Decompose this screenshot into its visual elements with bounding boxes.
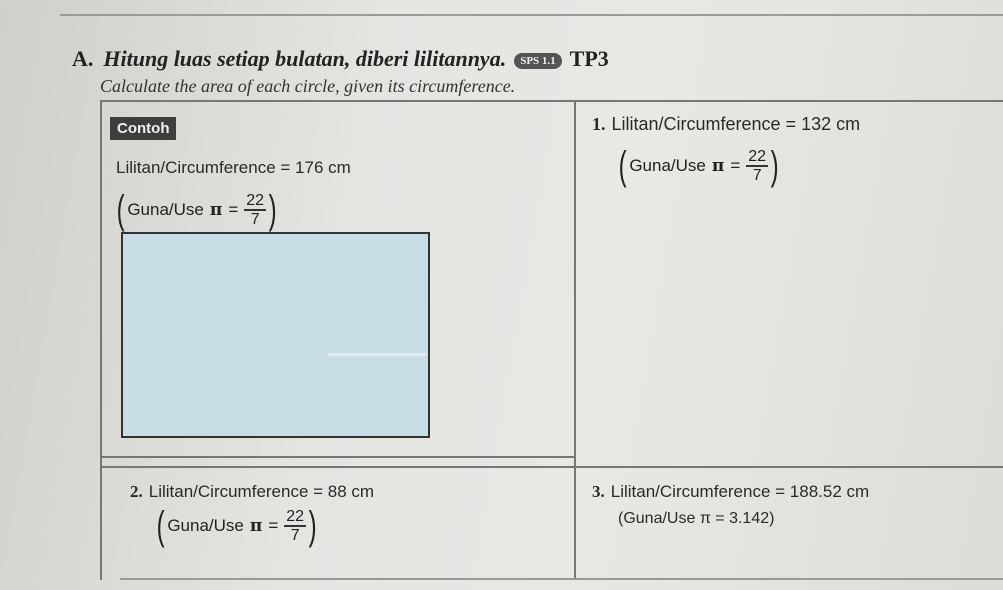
- question-3-text: Lilitan/Circumference = 188.52 cm: [610, 482, 870, 501]
- section-heading: [72, 46, 609, 72]
- example-bottom-border: [100, 456, 576, 458]
- fraction-denominator: 7: [250, 210, 260, 228]
- glare-strip: [328, 353, 426, 356]
- equals-sign: =: [228, 200, 239, 219]
- section-title: Hitung luas setiap bulatan, diberi lilitannya.: [103, 46, 507, 71]
- row-divider: [100, 466, 1003, 468]
- tp-label: TP3: [569, 46, 609, 71]
- question-3-number: 3.: [592, 482, 605, 501]
- example-answer-box: [121, 232, 430, 438]
- example-circumference: Lilitan/Circumference = 176 cm: [116, 158, 351, 177]
- pi-symbol: π: [711, 156, 725, 176]
- pi-fraction: [244, 193, 266, 228]
- use-label: Guna/Use: [127, 200, 204, 219]
- question-1-pi-hint: ( Guna/Use π = $\frac{22}{7}$ ): [618, 144, 779, 188]
- table-middle-divider: [574, 100, 576, 580]
- question-3-circumference: [592, 482, 869, 502]
- example-pi-hint: ( Guna/Use π = $\frac{22}{7}$ ): [116, 188, 277, 232]
- page-top-edge: [60, 0, 1003, 16]
- section-subtitle: Calculate the area of each circle, given its circumference.: [100, 76, 516, 96]
- table-left-border: [100, 100, 102, 580]
- question-2-pi-hint: ( Guna/Use π = $\frac{22}{7}$ ): [156, 504, 317, 548]
- pi-fraction: [284, 509, 306, 544]
- pi-symbol: π: [209, 200, 223, 220]
- example-label: Contoh: [110, 117, 176, 140]
- fraction-numerator: 22: [246, 191, 265, 209]
- equals-sign: =: [730, 156, 741, 175]
- section-letter: A.: [72, 46, 94, 71]
- use-label: Guna/Use: [167, 516, 244, 535]
- question-1-circumference: [592, 114, 860, 135]
- equals-sign: =: [268, 516, 279, 535]
- pi-fraction: [746, 149, 768, 184]
- sps-badge: SPS 1.1: [514, 53, 561, 69]
- table-top-border: [100, 100, 1003, 102]
- question-2-text: Lilitan/Circumference = 88 cm: [148, 482, 375, 501]
- fraction-denominator: 7: [290, 526, 300, 544]
- pi-symbol: π: [249, 516, 263, 536]
- question-1-number: 1.: [592, 114, 606, 134]
- question-3-pi-hint: (Guna/Use π = 3.142): [618, 510, 775, 527]
- question-1-text: Lilitan/Circumference = 132 cm: [611, 114, 861, 134]
- question-2-circumference: [130, 482, 374, 502]
- fraction-numerator: 22: [748, 147, 767, 165]
- fraction-numerator: 22: [286, 507, 305, 525]
- table-bottom-border: [120, 578, 1003, 580]
- use-label: Guna/Use: [629, 156, 706, 175]
- fraction-denominator: 7: [752, 166, 762, 184]
- question-2-number: 2.: [130, 482, 143, 501]
